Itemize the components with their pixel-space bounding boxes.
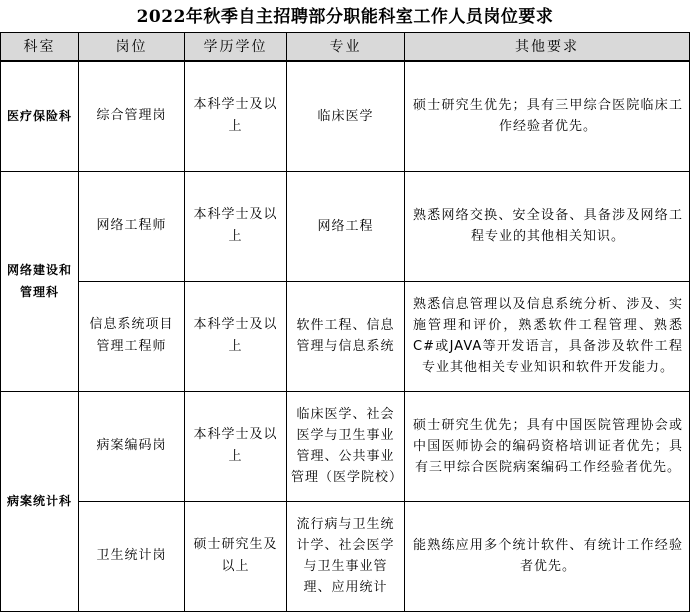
major-cell: 软件工程、信息管理与信息系统 [287,281,405,391]
header-other: 其他要求 [405,33,690,62]
position-cell: 网络工程师 [79,171,185,281]
education-cell: 本科学士及以上 [185,391,287,501]
other-requirements-cell: 硕士研究生优先；具有三甲综合医院临床工作经验者优先。 [405,61,690,171]
page-title: 2022年秋季自主招聘部分职能科室工作人员岗位要求 [136,7,554,27]
department-cell: 网络建设和管理科 [1,171,79,391]
education-cell: 硕士研究生及以上 [185,501,287,611]
table-row [1,501,690,611]
position-cell: 卫生统计岗 [79,501,185,611]
job-requirements-table [0,32,690,612]
table-row [1,281,690,391]
table-row [1,391,690,501]
table-row [1,61,690,171]
header-position: 岗位 [79,33,185,62]
header-major: 专业 [287,33,405,62]
position-cell: 病案编码岗 [79,391,185,501]
other-requirements-cell: 熟悉信息管理以及信息系统分析、涉及、实施管理和评价，熟悉软件工程管理、熟悉C#或JAVA等开发语言，具备涉及软件工程专业其他相关专业知识和软件开发能力。 [405,281,690,391]
other-requirements-cell: 能熟练应用多个统计软件、有统计工作经验者优先。 [405,501,690,611]
education-cell: 本科学士及以上 [185,61,287,171]
department-cell: 医疗保险科 [1,61,79,171]
other-requirements-cell: 硕士研究生优先；具有中国医院管理协会或中国医师协会的编码资格培训证者优先；具有三甲综合医院病案编码工作经验者优先。 [405,391,690,501]
major-cell: 临床医学、社会医学与卫生事业管理、公共事业管理（医学院校） [287,391,405,501]
major-cell: 临床医学 [287,61,405,171]
table-header-row [1,33,690,62]
department-cell: 病案统计科 [1,391,79,611]
other-requirements-cell: 熟悉网络交换、安全设备、具备涉及网络工程专业的其他相关知识。 [405,171,690,281]
table-row [1,171,690,281]
major-cell: 网络工程 [287,171,405,281]
header-education: 学历学位 [185,33,287,62]
major-cell: 流行病与卫生统计学、社会医学与卫生事业管理、应用统计 [287,501,405,611]
education-cell: 本科学士及以上 [185,281,287,391]
header-department: 科室 [1,33,79,62]
position-cell: 信息系统项目管理工程师 [79,281,185,391]
position-cell: 综合管理岗 [79,61,185,171]
education-cell: 本科学士及以上 [185,171,287,281]
